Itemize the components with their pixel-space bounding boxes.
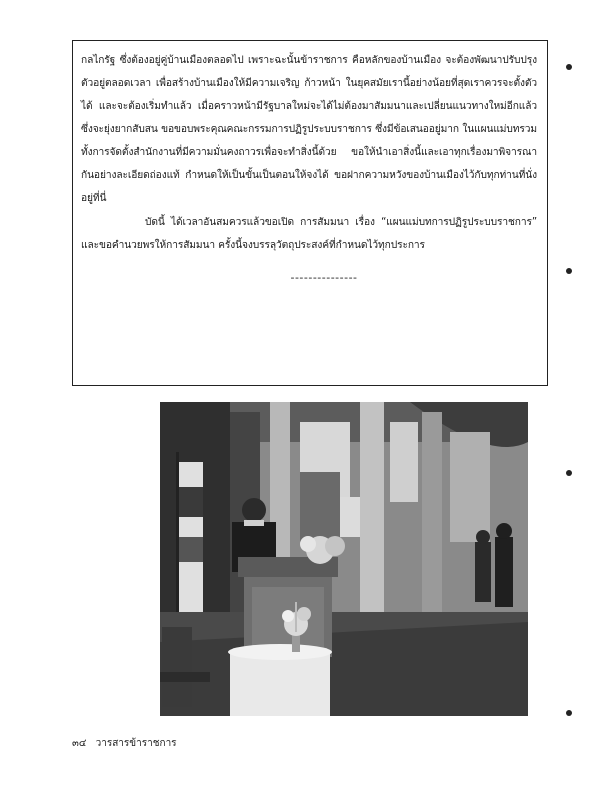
- speech-paragraph-2: บัดนี้ ได้เวลาอันสมควรแล้วขอเปิด การสัมมนา เรื่อง “แผนแม่บทการปฏิรูประบบราชการ” และขอคำนวยพรให้การสัมมนา ครั้งนี้จงบรรลุวัตถุประสงค์ที่กำหนดไว้ทุกประการ: [81, 217, 537, 251]
- binder-hole-middle: [566, 268, 572, 274]
- publication-name: วารสารข้าราชการ: [95, 738, 177, 749]
- photo-illustration: [160, 402, 528, 716]
- binder-hole-bottom: [566, 710, 572, 716]
- speech-paragraph-1: กลไกรัฐ ซึ่งต้องอยู่คู่บ้านเมืองตลอดไป เพราะฉะนั้นข้าราชการ คือหลักของบ้านเมือง จะต้องพัฒนาปรับปรุงตัวอยู่ตลอดเวลา เพื่อสร้างบ้านเมืองให้มีความเจริญ ก้าวหน้า ในยุคสมัยเรานี้อย่างน้อยที่สุดเราควรจะตั้งตัวได้ และจะต้องเริ่มทำแล้ว เมื่อคราวหน้ามีรัฐบาลใหม่จะได้ไม่ต้องมาสัมมนาและเปลี่ยนแนวทางใหม่อีกแล้ว ซึ่งจะยุ่งยากสับสน ขอขอบพระคุณคณะกรรมการปฏิรูประบบราชการ ซึ่งมีข้อเสนออยู่มาก ในแผนแม่บทรวมทั้งการจัดตั้งสำนักงานที่มีความมั่นคงถาวรเพื่อจะทำสิ่งนี้ด้วย ขอให้นำเอาสิ่งนี้และเอาทุกเรื่องมาพิจารณากันอย่างละเอียดถ่องแท้ กำหนดให้เป็นขั้นเป็นตอนให้จงได้ ขอฝากความหวังของบ้านเมืองไว้กับทุกท่านที่นั่งอยู่ที่นี่: [81, 55, 537, 204]
- speech-photo: [160, 402, 528, 716]
- page-number: ๓๔: [72, 738, 87, 749]
- binder-hole-lower: [566, 470, 572, 476]
- binder-hole-top: [566, 64, 572, 70]
- end-of-text-rule: ---------------: [290, 271, 358, 284]
- speech-text-box: [72, 40, 548, 386]
- page-footer: [72, 736, 183, 751]
